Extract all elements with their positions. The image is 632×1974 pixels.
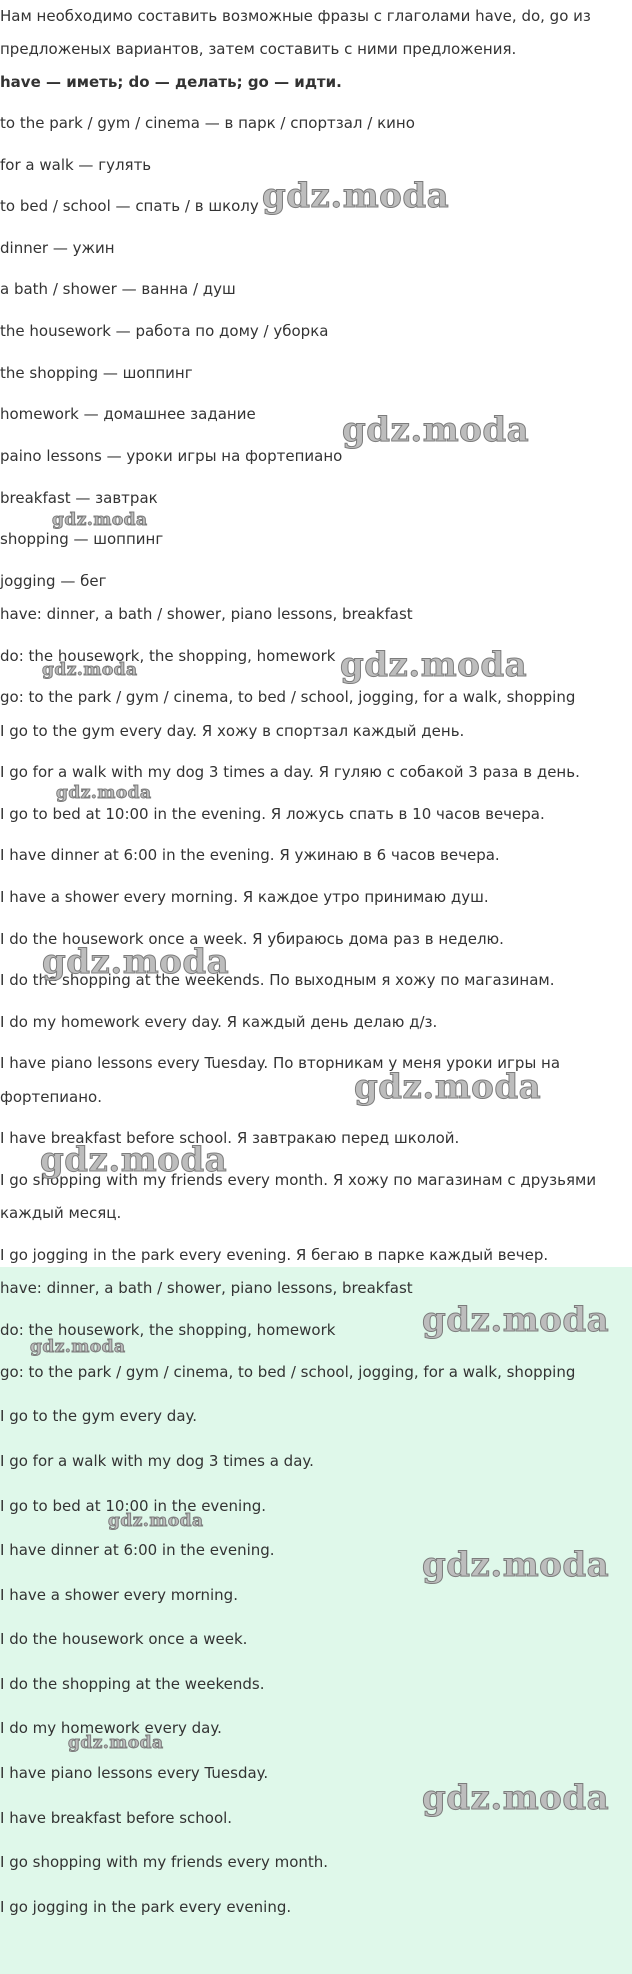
answer-sentence: I go to bed at 10:00 in the evening. [0, 1497, 266, 1515]
answer-group-go: go: to the park / gym / cinema, to bed / school, jogging, for a walk, shopping [0, 1363, 576, 1381]
watermark-logo: gdz.moda [354, 1067, 542, 1107]
sentence: I have dinner at 6:00 in the evening. Я ужинаю в 6 часов вечера. [0, 846, 500, 864]
answer-sentence: I do the shopping at the weekends. [0, 1675, 265, 1693]
answer-sentence: I go for a walk with my dog 3 times a day. [0, 1452, 314, 1470]
watermark-logo: gdz.moda [40, 1140, 228, 1180]
watermark-logo: gdz.moda [52, 510, 148, 530]
vocab-item: the shopping — шоппинг [0, 364, 193, 382]
answer-group-have: have: dinner, a bath / shower, piano lessons, breakfast [0, 1279, 413, 1297]
vocab-item: dinner — ужин [0, 239, 115, 257]
intro-text-line-1: Нам необходимо составить возможные фразы с глаголами have, do, go из [0, 7, 591, 25]
answer-sentence: I do my homework every day. [0, 1719, 222, 1737]
sentence-continuation: каждый месяц. [0, 1204, 122, 1222]
vocab-item: for a walk — гулять [0, 156, 152, 174]
sentence: I go for a walk with my dog 3 times a day. Я гуляю с собакой 3 раза в день. [0, 763, 580, 781]
watermark-logo: gdz.moda [56, 783, 152, 803]
sentence: I go to bed at 10:00 in the evening. Я ложусь спать в 10 часов вечера. [0, 805, 545, 823]
answer-sentence: I go to the gym every day. [0, 1407, 198, 1425]
watermark-logo: gdz.moda [30, 1337, 126, 1357]
group-go: go: to the park / gym / cinema, to bed / school, jogging, for a walk, shopping [0, 688, 576, 706]
vocab-item: breakfast — завтрак [0, 489, 158, 507]
watermark-logo: gdz.moda [340, 645, 528, 685]
watermark-logo: gdz.moda [42, 660, 138, 680]
vocab-item: shopping — шоппинг [0, 530, 164, 548]
vocab-item: a bath / shower — ванна / душ [0, 280, 236, 298]
verbs-translation: have — иметь; do — делать; go — идти. [0, 73, 342, 91]
sentence-continuation: фортепиано. [0, 1088, 102, 1106]
sentence: I have a shower every morning. Я каждое утро принимаю душ. [0, 888, 489, 906]
sentence: I do the shopping at the weekends. По выходным я хожу по магазинам. [0, 971, 555, 989]
vocab-item: paino lessons — уроки игры на фортепиано [0, 447, 343, 465]
sentence: I go shopping with my friends every month. Я хожу по магазинам с друзьями [0, 1171, 597, 1189]
watermark-logo: gdz.moda [422, 1778, 610, 1818]
watermark-logo: gdz.moda [422, 1545, 610, 1585]
group-do: do: the housework, the shopping, homework [0, 647, 336, 665]
sentence: I go to the gym every day. Я хожу в спортзал каждый день. [0, 722, 465, 740]
watermark-logo: gdz.moda [342, 410, 530, 450]
answer-sentence: I have piano lessons every Tuesday. [0, 1764, 269, 1782]
watermark-logo: gdz.moda [108, 1511, 204, 1531]
answer-sentence: I have dinner at 6:00 in the evening. [0, 1541, 275, 1559]
vocab-item: homework — домашнее задание [0, 405, 256, 423]
group-have: have: dinner, a bath / shower, piano lessons, breakfast [0, 605, 413, 623]
vocab-item: to the park / gym / cinema — в парк / спортзал / кино [0, 114, 415, 132]
sentence: I do my homework every day. Я каждый день делаю д/з. [0, 1013, 438, 1031]
vocab-item: to bed / school — спать / в школу [0, 197, 259, 215]
answer-sentence: I have a shower every morning. [0, 1586, 238, 1604]
answer-sentence: I have breakfast before school. [0, 1809, 233, 1827]
watermark-logo: gdz.moda [422, 1300, 610, 1340]
watermark-logo: gdz.moda [42, 942, 230, 982]
sentence: I do the housework once a week. Я убираюсь дома раз в неделю. [0, 930, 504, 948]
answer-group-do: do: the housework, the shopping, homework [0, 1321, 336, 1339]
answer-sentence: I go shopping with my friends every month. [0, 1853, 329, 1871]
watermark-logo: gdz.moda [262, 176, 450, 216]
sentence: I have piano lessons every Tuesday. По вторникам у меня уроки игры на [0, 1054, 561, 1072]
sentence: I go jogging in the park every evening. Я бегаю в парке каждый вечер. [0, 1246, 549, 1264]
vocab-item: the housework — работа по дому / уборка [0, 322, 329, 340]
vocab-item: jogging — бег [0, 572, 107, 590]
answer-sentence: I go jogging in the park every evening. [0, 1898, 292, 1916]
intro-text-line-2: предложеных вариантов, затем составить с ними предложения. [0, 40, 517, 58]
watermark-logo: gdz.moda [68, 1733, 164, 1753]
sentence: I have breakfast before school. Я завтракаю перед школой. [0, 1129, 460, 1147]
answer-sentence: I do the housework once a week. [0, 1630, 248, 1648]
